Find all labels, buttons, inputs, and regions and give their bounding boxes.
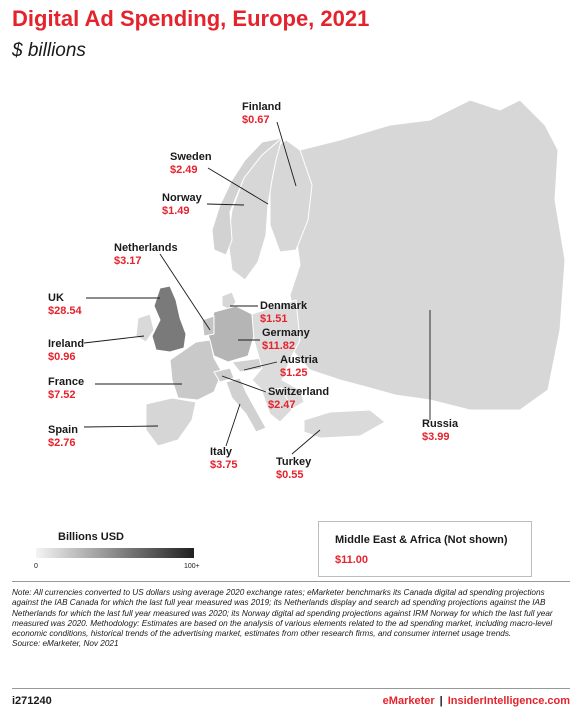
country-value: $1.25 [280, 367, 308, 379]
country-label-sweden [170, 151, 212, 177]
country-value: $1.51 [260, 313, 288, 325]
legend-min-label: 0 [34, 563, 38, 570]
chart-title: Digital Ad Spending, Europe, 2021 [12, 6, 370, 31]
legend-max-label: 100+ [184, 563, 200, 570]
country-value: $11.82 [262, 340, 296, 352]
country-name: Turkey [276, 456, 312, 468]
country-value: $2.49 [170, 164, 198, 176]
country-name: Switzerland [268, 386, 330, 398]
footnote [12, 588, 564, 650]
country-label-finland [242, 101, 281, 127]
germany-region [208, 306, 254, 362]
country-name: Netherlands [114, 242, 178, 254]
country-value: $3.99 [422, 431, 450, 443]
country-name: Austria [280, 354, 318, 366]
country-value: $2.76 [48, 437, 76, 449]
country-value: $3.17 [114, 255, 142, 267]
brand-insider-intelligence[interactable]: InsiderIntelligence.com [447, 695, 570, 707]
country-name: UK [48, 292, 64, 304]
country-name: Denmark [260, 300, 308, 312]
country-value: $2.47 [268, 399, 296, 411]
country-value: $0.67 [242, 114, 270, 126]
chart-id: i271240 [12, 695, 52, 707]
country-name: Sweden [170, 151, 212, 163]
country-name: Russia [422, 418, 459, 430]
country-label-uk [48, 292, 82, 318]
legend-title: Billions USD [58, 531, 125, 543]
country-label-italy [210, 446, 238, 472]
brand-separator: | [439, 695, 443, 707]
country-value: $0.55 [276, 469, 304, 481]
country-label-denmark [260, 300, 307, 326]
brand-footer [383, 695, 570, 707]
country-label-ireland [48, 338, 84, 364]
chart-subtitle: $ billions [12, 40, 86, 61]
country-label-france [48, 376, 84, 402]
country-value: $1.49 [162, 205, 190, 217]
top-divider [12, 581, 570, 582]
country-label-spain [48, 424, 78, 450]
country-label-austria [280, 354, 318, 380]
middle-east-africa-box [318, 521, 532, 577]
ireland-region [136, 314, 154, 342]
spain-region [146, 398, 196, 446]
country-value: $0.96 [48, 351, 76, 363]
country-value: $7.52 [48, 389, 76, 401]
europe-map [0, 70, 582, 510]
source-text: Source: eMarketer, Nov 2021 [12, 639, 119, 649]
mea-name: Middle East & Africa (Not shown) [335, 534, 508, 546]
country-value: $3.75 [210, 459, 238, 471]
legend-gradient-bar [36, 548, 194, 558]
country-name: Ireland [48, 338, 85, 350]
country-label-russia [422, 418, 458, 444]
country-name: Norway [162, 192, 202, 204]
country-name: Spain [48, 424, 78, 436]
country-value: $28.54 [48, 305, 82, 317]
country-name: Germany [262, 327, 310, 339]
netherlands-region [202, 316, 214, 336]
country-label-turkey [276, 456, 311, 482]
country-name: Italy [210, 446, 233, 458]
country-label-netherlands [114, 242, 178, 268]
bottom-divider [12, 688, 570, 689]
uk-region [152, 286, 186, 352]
country-label-switzerland [268, 386, 329, 412]
country-label-germany [262, 327, 310, 353]
country-name: France [48, 376, 85, 388]
mea-value: $11.00 [335, 554, 369, 566]
country-name: Finland [242, 101, 282, 113]
brand-emarketer: eMarketer [382, 695, 435, 707]
country-label-norway [162, 192, 202, 218]
footnote-text: Note: All currencies converted to US dollars using average 2020 exchange rates; eMarketer benchmarks its Canada digital ad spending projections against the IAB Canada for which the last full year measured was 2019; its Netherlands display and search ad spending projections against the IAB Netherlands for which the last full year measured was 2020; its Norway digital ad spending projections against IRM Norway for which the last full year measured was 2020. Methodology: Estimates are based on the analysis of various elements related to the ad spending market, including macro-level economic conditions, historical trends of the advertising market, estimates from other research firms, and consumer internet usage trends. [12, 588, 553, 639]
russia-region [290, 100, 565, 410]
